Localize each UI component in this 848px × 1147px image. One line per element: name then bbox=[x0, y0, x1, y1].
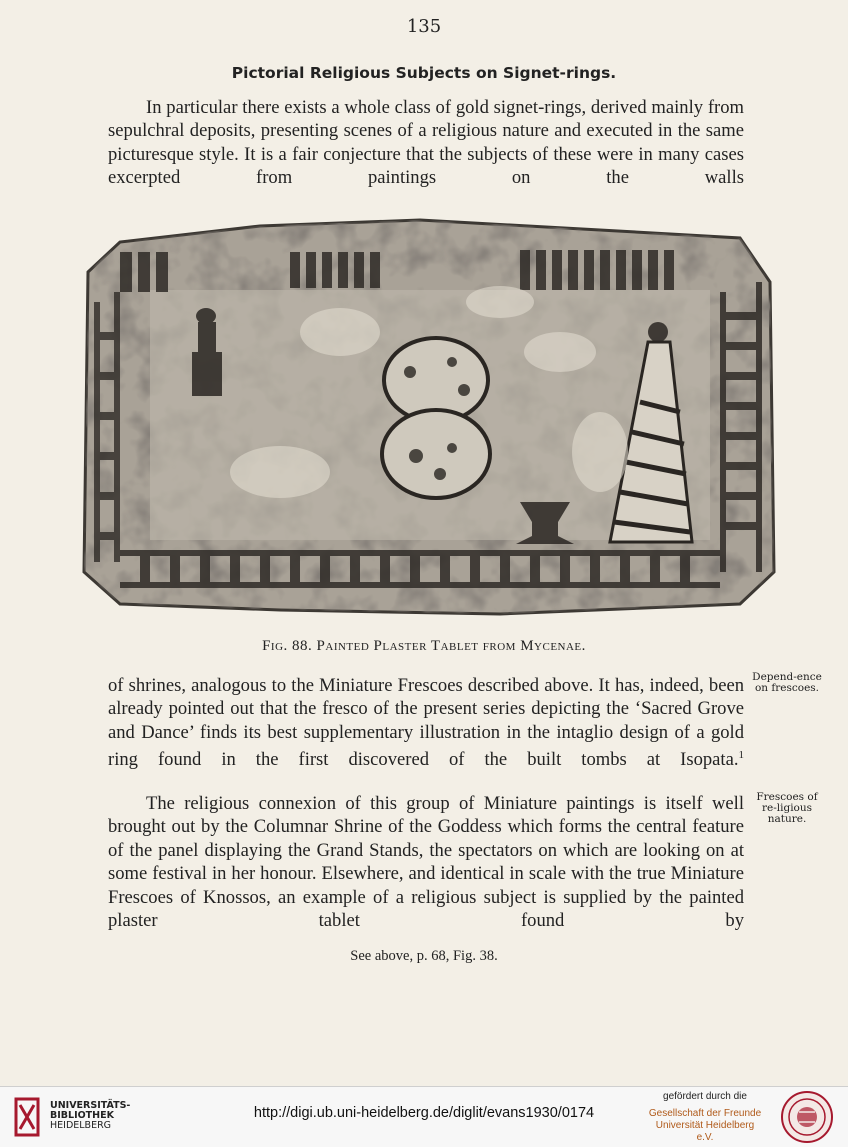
paragraph-1 bbox=[108, 96, 744, 190]
library-line-2: BIBLIOTHEK bbox=[50, 1110, 114, 1121]
paragraph-1-text: In particular there exists a whole class of gold signet-rings, derived mainly from sepulchral deposits, presenting scenes of a religious nature and executed in the same picturesque style. It is a fair conjecture that the subjects of these were in many cases excerpted from paintings on the walls bbox=[108, 97, 744, 189]
library-line-3: HEIDELBERG bbox=[50, 1120, 112, 1131]
paragraph-2 bbox=[108, 674, 744, 772]
page-number: 135 bbox=[406, 16, 442, 37]
sponsor-name-2: Universität Heidelberg e.V. bbox=[655, 1120, 755, 1143]
sponsor-name-1: Gesellschaft der Freunde bbox=[648, 1108, 762, 1119]
margin-note-dependence: Depend-ence on frescoes. bbox=[752, 671, 822, 694]
figure-caption: Fig. 88. Painted Plaster Tablet from Mycenae. bbox=[262, 638, 586, 654]
sponsor-label: gefördert durch die bbox=[663, 1091, 747, 1102]
footnote-marker: 1 bbox=[738, 749, 744, 762]
digitization-footer bbox=[0, 1086, 848, 1147]
sponsor-block bbox=[648, 1087, 762, 1144]
paragraph-3-text: The religious connexion of this group of Miniature paintings is itself well brought out by the Columnar Shrine of the Goddess which forms the central feature of the panel displaying the Grand Stands, the spectators on which are looking on at some festival in her honour. Elsewhere, and identical in scale with the true Miniature Frescoes of Knossos, an example of a religious subject is supplied by the painted plaster tablet found by bbox=[108, 793, 744, 932]
margin-note-frescoes: Frescoes of re-ligious nature. bbox=[756, 791, 818, 825]
paragraph-3 bbox=[108, 792, 744, 932]
section-heading: Pictorial Religious Subjects on Signet-rings. bbox=[231, 64, 617, 82]
library-line-1: UNIVERSITÄTS- bbox=[50, 1100, 131, 1111]
paragraph-2-text: of shrines, analogous to the Miniature Frescoes described above. It has, indeed, been already pointed out that the fresco of the present series depicting the ‘Sacred Grove and Dance’ finds its best supplementary illustration in the intaglio design of a gold ring found in the first discovered of the built tombs at Isopata. bbox=[108, 675, 744, 771]
footnote: See above, p. 68, Fig. 38. bbox=[350, 948, 498, 964]
permalink-url[interactable]: http://digi.ub.uni-heidelberg.de/diglit/evans1930/0174 bbox=[253, 1105, 595, 1121]
painted-plaster-tablet-figure bbox=[80, 212, 780, 624]
university-seal-icon bbox=[780, 1090, 834, 1144]
